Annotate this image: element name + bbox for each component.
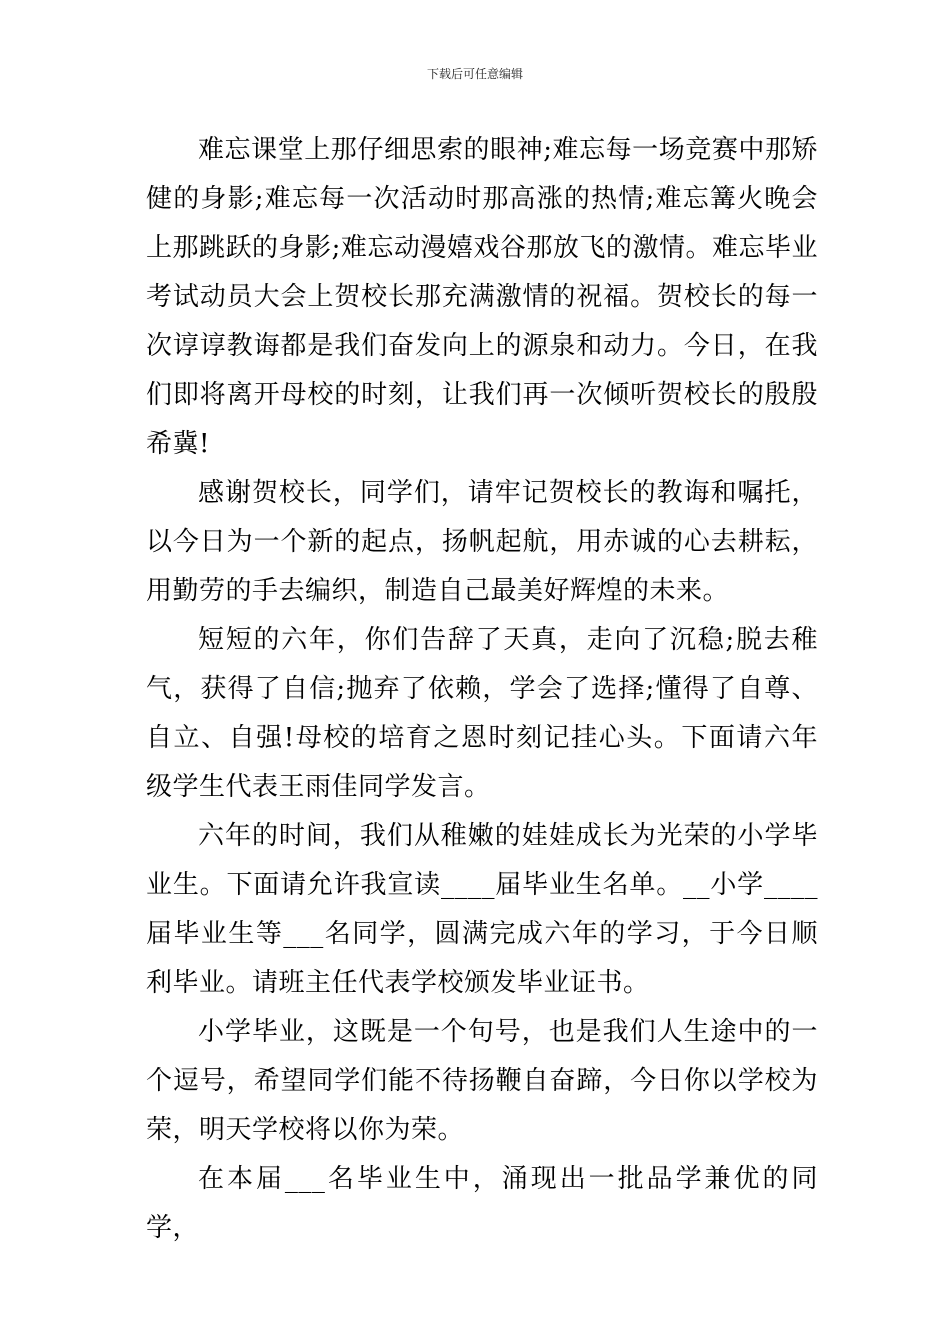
paragraph-1: 难忘课堂上那仔细思索的眼神;难忘每一场竞赛中那矫健的身影;难忘每一次活动时那高涨的热情;难忘篝火晚会上那跳跃的身影;难忘动漫嬉戏谷那放飞的激情。难忘毕业考试动员大会上贺校长那充满激情的祝福。贺校长的每一次谆谆教诲都是我们奋发向上的源泉和动力。今日，在我们即将离开母校的时刻，让我们再一次倾听贺校长的殷殷希冀! [146, 135, 818, 459]
paragraph-5: 小学毕业，这既是一个句号，也是我们人生途中的一个逗号，希望同学们能不待扬鞭自奋蹄，今日你以学校为荣，明天学校将以你为荣。 [146, 1017, 818, 1145]
document-body [146, 126, 818, 1253]
paragraph-4: 六年的时间，我们从稚嫩的娃娃成长为光荣的小学毕业生。下面请允许我宣读____届毕业生名单。__小学____届毕业生等___名同学，圆满完成六年的学习，于今日顺利毕业。请班主任代表学校颁发毕业证书。 [146, 821, 818, 998]
page-header: 下载后可任意编辑 [426, 67, 523, 81]
paragraph-3: 短短的六年，你们告辞了天真，走向了沉稳;脱去稚气，获得了自信;抛弃了依赖，学会了选择;懂得了自尊、自立、自强!母校的培育之恩时刻记挂心头。下面请六年级学生代表王雨佳同学发言。 [146, 625, 818, 802]
paragraph-6: 在本届___名毕业生中，涌现出一批品学兼优的同学， [146, 1164, 818, 1243]
paragraph-2: 感谢贺校长，同学们，请牢记贺校长的教诲和嘱托，以今日为一个新的起点，扬帆起航，用赤诚的心去耕耘，用勤劳的手去编织，制造自己最美好辉煌的未来。 [146, 478, 818, 606]
